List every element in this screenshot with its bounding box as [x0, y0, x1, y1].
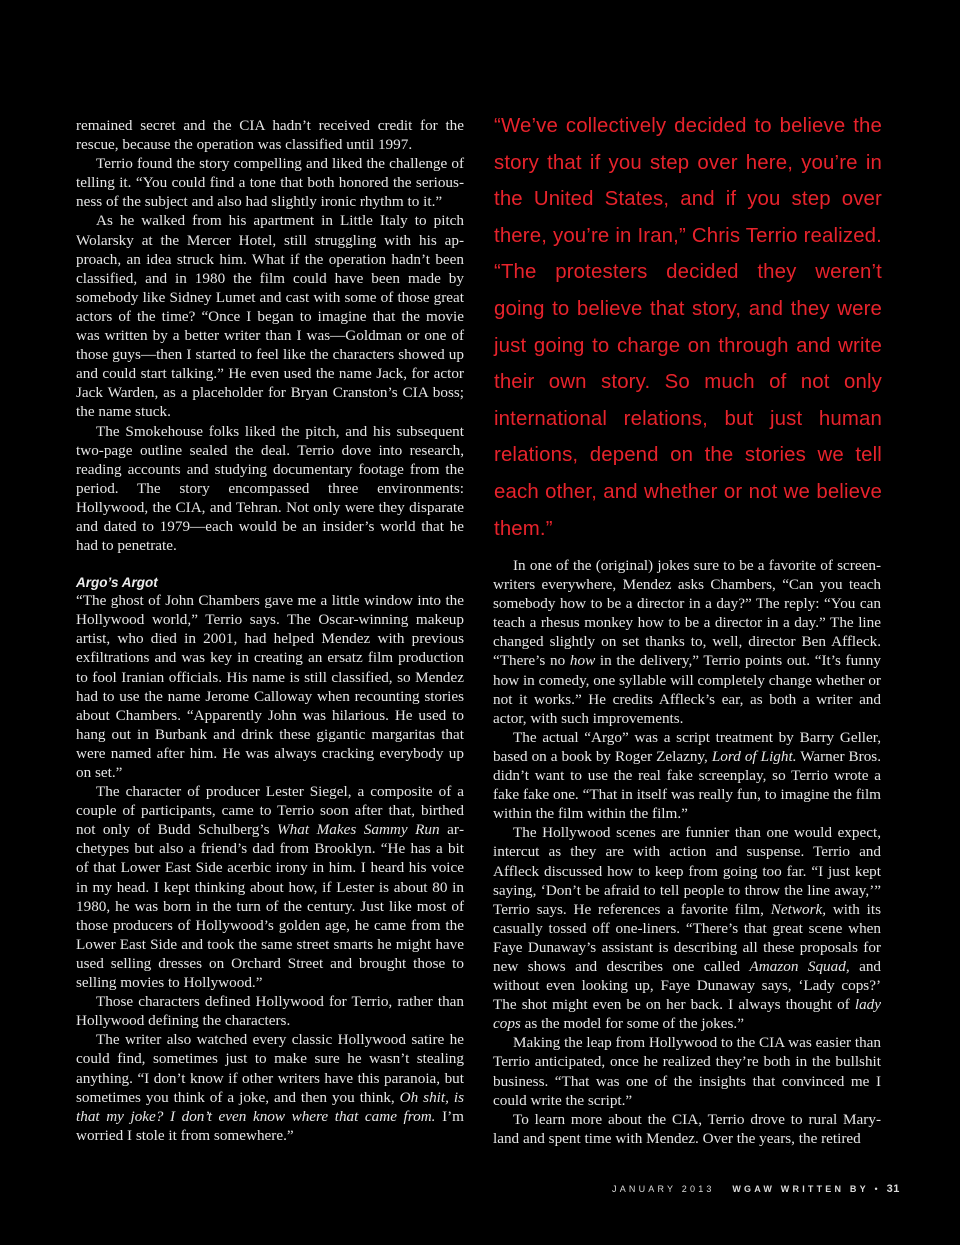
bullet-separator: • [874, 1184, 881, 1194]
italic-word: how [569, 652, 596, 670]
page-number: 31 [886, 1183, 900, 1195]
right-column [493, 556, 881, 1148]
text-run: The Hollywood scenes are funnier than one would expect, intercut as they are with action and suspense. Terrio and Affleck discussed how to keep from going too far. “I just kept saying, ‘Don’t be afraid to tell people to throw the line away,’” Terrio says. He references a favorite film, [493, 824, 881, 918]
page-footer [612, 1183, 900, 1195]
text-run: with its casually tossed off one-liners. “There’s that great scene when Faye Dunaway’s assistant is describing all these proposals for new shows and describes one called [493, 900, 882, 975]
text-run: “There’s no [493, 652, 570, 670]
text-run: In one of the (original) jokes sure to be a favorite of screenwriters everywhere, Mendez asks Chambers, “Can you teach somebody how to be a director in a day?” The reply: “You can teach a rhesus monkey how to be a director in a day.” The line changed slightly on set thanks to, well, director Ben Affleck. [493, 557, 881, 651]
text-run: The writer also watched every classic Hollywood satire he could find, sometimes just to make sure he wasn’t stealing anything. “I don’t know if other writers have this paranoia, but sometimes you think of a joke, and then you think, [76, 1031, 464, 1106]
text-run: The actual “Argo” was a script treatment by Barry Geller, based on a book by Roger Zelazny, [493, 728, 881, 765]
book-title: What Makes Sammy Run [277, 821, 440, 839]
paragraph: Terrio found the story compelling and liked the challenge of telling it. “You could find a tone that both honored the seriousness of the subject and also had slightly ironic rhythm to it.” [76, 155, 464, 211]
text-run: The character of producer Lester Siegel, a composite of a couple of participants, came to Terrio soon after that, birthed not only of Budd Schulberg’s [76, 783, 464, 839]
italic-phrase: lady cops [493, 996, 881, 1033]
paragraph: Those characters defined Hollywood for Terrio, rather than Hollywood defining the characters. [76, 993, 464, 1030]
film-title: Network, [770, 900, 827, 918]
text-run: and without even looking up, Faye Dunaway says, ‘Lady cops?’ The shot might even be on her back. I always thought of [493, 957, 882, 1014]
paragraph [493, 728, 881, 823]
paragraph [76, 1030, 464, 1145]
subhead-rest: ’s Argot [107, 575, 158, 591]
show-title: Amazon Squad, [749, 957, 850, 975]
paragraph [76, 782, 464, 992]
left-column [76, 116, 464, 1145]
publication-name: WGAW WRITTEN BY [732, 1184, 869, 1194]
paragraph: As he walked from his apartment in Little Italy to pitch Wolarsky at the Mercer Hotel, still struggling with his approach, an idea struck him. What if the operation hadn’t been classified, and in 1980 the film could have been made by somebody like Sidney Lumet and cast with some of those great actors of the time? “Once I began to imagine that the movie was written by a better writer than I was—Goldman or one of those guys—then I started to feel like the characters showed up and could start talking.” He even used the name Jack, for actor Jack Warden, as a placeholder for Bryan Cranston’s CIA boss; the name stuck. [76, 212, 464, 421]
text-run: Warner Bros. didn’t want to use the real fake screenplay, so Terrio wrote a fake fake one. “That in itself was really fun, to imagine the film within the film within the film.” [493, 747, 882, 823]
paragraph [493, 556, 881, 728]
paragraph: remained secret and the CIA hadn’t received credit for the rescue, because the operation was classified until 1997. [76, 117, 464, 154]
pull-quote: “We’ve collectively decided to believe the story that if you step over here, you’re in the United States, and if you step over there, you’re in Iran,” Chris Terrio realized. “The protesters decided they weren’t going to believe that story, and they were just going to charge on through and write their own story. So much of not only international relations, but just human relations, depend on the stories we tell each other, and whether or not we believe them.” [494, 115, 882, 540]
subhead-italic: Argo [76, 575, 108, 591]
text-run: archetypes but also a friend’s dad from Brooklyn. “He has a bit of that Lower East Side acerbic irony in him. I heard his voice in my head. I kept thinking about how, if Lester is about 80 in 1980, he was born in the turn of the century. Just like most of those producers of Hollywood’s golden age, he came from the Lower East Side and took the same street smarts he might have used selling dresses on Orchard Street and brought those to selling movies to Hollywood.” [76, 821, 464, 992]
section-subhead [76, 574, 464, 591]
text-run: as the model for some of the jokes.” [520, 1015, 744, 1033]
italic-quote: Oh shit, is that my joke? I don’t even know where that came from. [76, 1088, 464, 1125]
paragraph: The Smokehouse folks liked the pitch, and his subsequent two-page outline sealed the deal. Terrio dove into research, reading accounts and studying documentary footage from the period. The story encompassed three environments: Hollywood, the CIA, and Tehran. Not only were they disparate and dated to 1979—each would be an insider’s world that he had to penetrate. [76, 422, 464, 555]
paragraph: To learn more about the CIA, Terrio drove to rural Maryland and spent time with Mendez. Over the years, the retired [493, 1110, 881, 1147]
paragraph [493, 823, 881, 1033]
issue-date: JANUARY 2013 [612, 1184, 715, 1194]
text-run: I’m worried I stole it from somewhere.” [76, 1107, 464, 1144]
paragraph: Making the leap from Hollywood to the CIA was easier than Terrio anticipated, once he realized they’re both in the bullshit business. “That was one of the insights that convinced me I could write the script.” [493, 1034, 881, 1109]
book-title: Lord of Light. [711, 747, 797, 765]
paragraph: “The ghost of John Chambers gave me a little window into the Hollywood world,” Terrio says. The Oscar-winning makeup artist, who died in 2001, had helped Mendez with previous exfiltrations and was key in creating an ersatz film production to fool Iranian officials. His name is still classified, so Mendez had to use the name Jerome Calloway when recounting stories about Chambers. “Apparently John was hilarious. He used to hang out in Burbank and drink these gigantic margaritas that were named after him. He was always cracking everybody up on set.” [76, 592, 464, 781]
text-run: in the delivery,” Terrio points out. “It’s funny how in comedy, one syllable will completely change whether or not it works.” He credits Affleck’s ear, as both a writer and actor, with such improvements. [493, 652, 881, 727]
